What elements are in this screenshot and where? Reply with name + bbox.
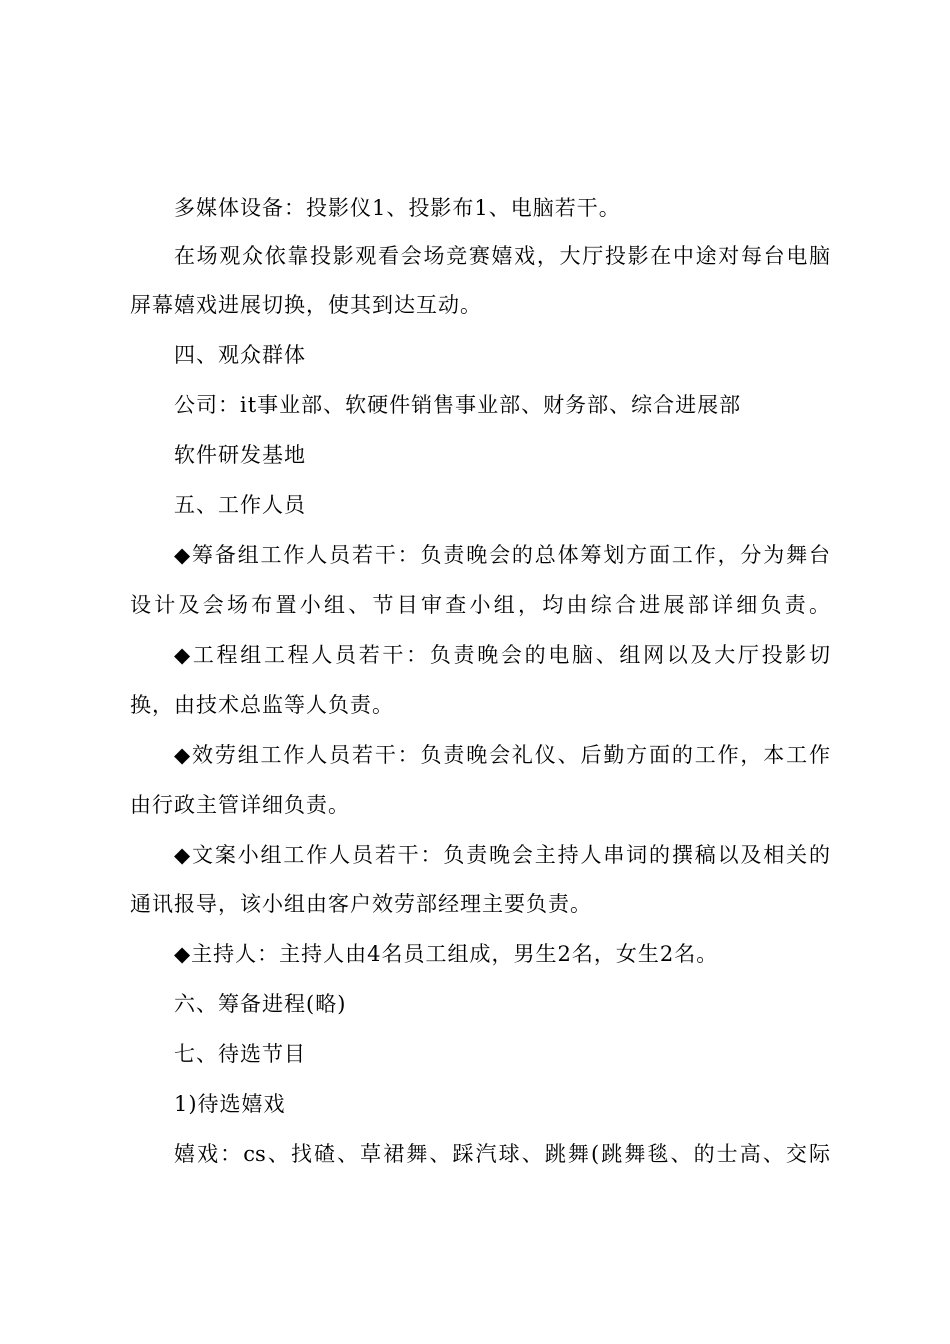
heading-audience-group: 四、观众群体	[174, 343, 306, 367]
paragraph-games-list: 嬉戏：cs、找碴、草裙舞、踩汽球、跳舞(跳舞毯、的士高、交际	[174, 1142, 830, 1166]
paragraph-engineering-group-line-2: 换，由技术总监等人负责。	[130, 693, 394, 717]
paragraph-hosts: ◆主持人：主持人由4名员工组成，男生2名，女生2名。	[174, 942, 719, 966]
heading-preparation-process: 六、筹备进程(略)	[174, 992, 347, 1016]
paragraph-service-group-line-1: ◆效劳组工作人员若干：负责晚会礼仪、后勤方面的工作，本工作	[174, 743, 830, 767]
paragraph-prep-group-line-2: 设计及会场布置小组、节目审查小组，均由综合进展部详细负责。	[130, 593, 830, 617]
paragraph-prep-group-line-1: ◆筹备组工作人员若干：负责晚会的总体筹划方面工作，分为舞台	[174, 543, 830, 567]
paragraph-audience-viewing-line-2: 屏幕嬉戏进展切换，使其到达互动。	[130, 293, 482, 317]
paragraph-copywriting-group-line-2: 通讯报导，该小组由客户效劳部经理主要负责。	[130, 892, 592, 916]
paragraph-multimedia-equipment: 多媒体设备：投影仪1、投影布1、电脑若干。	[174, 196, 621, 220]
paragraph-copywriting-group-line-1: ◆文案小组工作人员若干：负责晚会主持人串词的撰稿以及相关的	[174, 843, 830, 867]
paragraph-engineering-group-line-1: ◆工程组工程人员若干：负责晚会的电脑、组网以及大厅投影切	[174, 643, 830, 667]
subheading-candidate-games: 1)待选嬉戏	[174, 1092, 286, 1116]
paragraph-company-departments: 公司：it事业部、软硬件销售事业部、财务部、综合进展部	[174, 393, 742, 417]
paragraph-service-group-line-2: 由行政主管详细负责。	[130, 793, 350, 817]
paragraph-software-base: 软件研发基地	[174, 443, 306, 467]
heading-candidate-programs: 七、待选节目	[174, 1042, 306, 1066]
heading-staff: 五、工作人员	[174, 493, 306, 517]
paragraph-audience-viewing-line-1: 在场观众依靠投影观看会场竞赛嬉戏，大厅投影在中途对每台电脑	[174, 244, 830, 268]
